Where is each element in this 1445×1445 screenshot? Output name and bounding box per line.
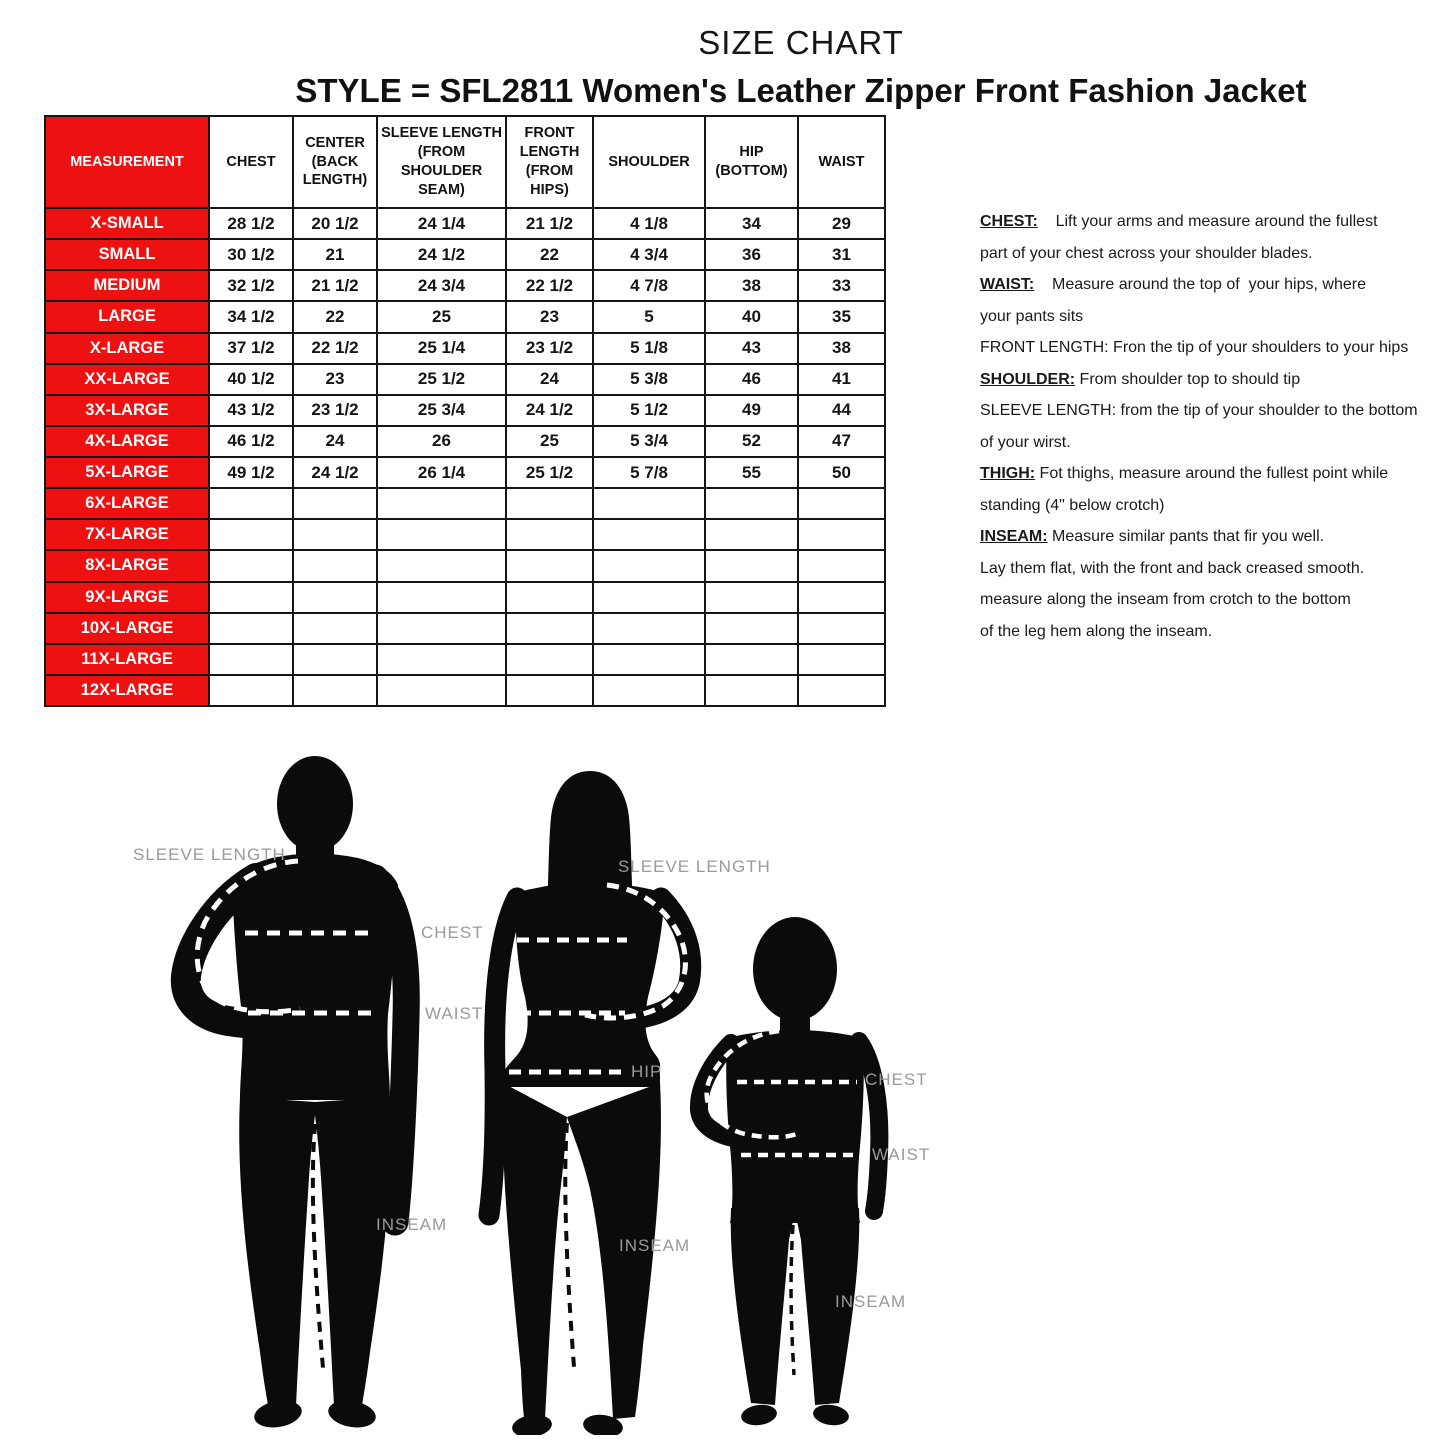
measurement-cell [377,488,506,519]
size-name-cell: 9X-LARGE [45,582,209,613]
table-row [45,270,885,301]
measurement-cell [377,519,506,550]
child-inseam-label: INSEAM [835,1292,907,1311]
measurement-cell [593,582,705,613]
measurement-cell: 25 1/2 [377,364,506,395]
instruction-text: of the leg hem along the inseam. [980,622,1213,640]
instruction-line [980,521,1420,553]
measurement-cell: 36 [705,239,798,270]
measurement-cell [705,644,798,675]
table-row [45,675,885,706]
man-sleeve-label: SLEEVE LENGTH [133,845,286,864]
table-row [45,519,885,550]
measurement-cell [293,582,377,613]
child-waist-label: WAIST [872,1145,931,1164]
measurement-cell: 24 1/2 [293,457,377,488]
measurement-cell: 24 1/4 [377,208,506,239]
table-row [45,644,885,675]
table-row [45,457,885,488]
measurement-cell [506,550,593,581]
size-name-cell: LARGE [45,301,209,332]
table-row [45,364,885,395]
measurement-cell: 24 [506,364,593,395]
size-name-cell: 7X-LARGE [45,519,209,550]
measurement-cell [593,519,705,550]
measurement-cell: 46 [705,364,798,395]
measurement-cell: 5 3/8 [593,364,705,395]
size-name-cell: X-LARGE [45,333,209,364]
measurement-cell: 21 [293,239,377,270]
table-row [45,395,885,426]
measurement-cell [506,519,593,550]
size-name-cell: 3X-LARGE [45,395,209,426]
table-row [45,239,885,270]
measurement-cell: 49 1/2 [209,457,293,488]
size-name-cell: 12X-LARGE [45,675,209,706]
measurement-cell: 22 1/2 [506,270,593,301]
measurement-cell: 20 1/2 [293,208,377,239]
size-name-cell: 10X-LARGE [45,613,209,644]
instruction-text: your pants sits [980,307,1084,325]
measurement-cell: 23 [293,364,377,395]
instruction-text: Fot thighs, measure around the fullest point while [1035,465,1389,482]
measurement-cell [293,519,377,550]
measurement-cell [705,519,798,550]
woman-sleeve-label: SLEEVE LENGTH [618,857,771,876]
measurement-cell: 4 1/8 [593,208,705,239]
measurement-cell [377,675,506,706]
measurement-cell: 52 [705,426,798,457]
measurement-cell [705,582,798,613]
measurement-cell: 24 3/4 [377,270,506,301]
instruction-text: Measure around the top of your hips, where [1034,276,1366,293]
instruction-line [980,269,1420,301]
measurement-cell: 43 [705,333,798,364]
instruction-line [980,584,1420,616]
figure-diagram [0,740,1445,1445]
page-title: SIZE CHART [698,24,904,61]
instruction-line [980,395,1420,427]
measurement-cell [293,488,377,519]
measurement-cell [593,613,705,644]
measurement-cell: 44 [798,395,885,426]
instruction-text: From shoulder top to should tip [1075,370,1301,388]
instruction-keyword: CHEST: [980,213,1038,230]
header-shoulder: SHOULDER [593,116,705,208]
size-name-cell: 6X-LARGE [45,488,209,519]
measurement-cell [209,488,293,519]
man-waist-label: WAIST [425,1004,484,1023]
measurement-cell [705,488,798,519]
measurement-cell [705,613,798,644]
header-chest: CHEST [209,116,293,208]
measurement-cell: 55 [705,457,798,488]
size-table-grid [44,115,886,707]
measurement-cell [798,519,885,550]
child-chest-label: CHEST [865,1070,928,1089]
measurement-cell: 25 [506,426,593,457]
measurement-instructions [980,206,1420,647]
instruction-keyword: WAIST: [980,276,1035,293]
instruction-text: of your wirst. [980,433,1071,451]
instruction-keyword: THIGH: [980,465,1036,482]
measurement-cell [593,488,705,519]
instruction-text: SLEEVE LENGTH: from the tip of your shoulder to the bottom [980,402,1418,419]
size-name-cell: SMALL [45,239,209,270]
measurement-cell [798,488,885,519]
measurement-cell [593,644,705,675]
measurement-cell [293,675,377,706]
measurement-cell: 34 [705,208,798,239]
instruction-line [980,301,1420,333]
measurement-cell [506,488,593,519]
size-name-cell: 4X-LARGE [45,426,209,457]
instruction-line [980,553,1420,585]
measurement-cell [506,675,593,706]
header-measurement: MEASUREMENT [45,116,209,208]
measurement-cell [377,613,506,644]
header-waist: WAIST [798,116,885,208]
header-center-back-length: CENTER (BACK LENGTH) [293,116,377,208]
measurement-cell: 22 1/2 [293,333,377,364]
measurement-cell: 41 [798,364,885,395]
size-name-cell: 5X-LARGE [45,457,209,488]
measurement-cell: 49 [705,395,798,426]
instruction-line [980,364,1420,396]
table-row [45,208,885,239]
table-row [45,582,885,613]
measurement-cell [209,644,293,675]
measurement-cell [593,675,705,706]
measurement-cell: 24 1/2 [506,395,593,426]
table-row [45,613,885,644]
instruction-text: standing (4" below crotch) [980,496,1165,514]
measurement-cell [209,675,293,706]
measurement-cell [798,644,885,675]
measurement-cell [293,644,377,675]
measurement-cell: 5 [593,301,705,332]
measurement-cell: 4 7/8 [593,270,705,301]
table-row [45,426,885,457]
measurement-cell [506,644,593,675]
measurement-cell: 23 1/2 [506,333,593,364]
woman-inseam-label: INSEAM [619,1236,691,1255]
measurement-cell [209,613,293,644]
measurement-cell: 40 [705,301,798,332]
measurement-cell: 46 1/2 [209,426,293,457]
measurement-cell [209,582,293,613]
measurement-cell: 50 [798,457,885,488]
measurement-cell [798,675,885,706]
measurement-cell: 26 1/4 [377,457,506,488]
measurement-cell [705,675,798,706]
table-row [45,488,885,519]
measurement-cell [209,550,293,581]
style-subtitle: STYLE = SFL2811 Women's Leather Zipper Front Fashion Jacket [295,72,1307,109]
instruction-line [980,458,1420,490]
instruction-line [980,427,1420,459]
measurement-cell [798,550,885,581]
measurement-cell: 23 1/2 [293,395,377,426]
table-row [45,301,885,332]
measurement-cell: 34 1/2 [209,301,293,332]
measurement-cell: 5 1/2 [593,395,705,426]
table-row [45,550,885,581]
measurement-cell: 5 1/8 [593,333,705,364]
table-row [45,333,885,364]
measurement-cell [377,644,506,675]
measurement-cell: 28 1/2 [209,208,293,239]
measurement-cell: 23 [506,301,593,332]
measurement-cell [798,582,885,613]
measurement-cell: 24 [293,426,377,457]
measurement-cell: 38 [705,270,798,301]
measurement-cell: 4 3/4 [593,239,705,270]
measurement-cell [798,613,885,644]
measurement-cell: 25 [377,301,506,332]
measurement-cell: 25 3/4 [377,395,506,426]
measurement-cell: 22 [293,301,377,332]
measurement-cell [209,519,293,550]
size-name-cell: 11X-LARGE [45,644,209,675]
measurement-cell: 31 [798,239,885,270]
woman-inseam-line [565,1123,574,1367]
size-name-cell: X-SMALL [45,208,209,239]
measurement-cell: 38 [798,333,885,364]
instruction-line [980,616,1420,648]
header-row [45,116,885,208]
measurement-cell [506,582,593,613]
size-name-cell: MEDIUM [45,270,209,301]
measurement-cell: 22 [506,239,593,270]
header-hip: HIP (BOTTOM) [705,116,798,208]
measurement-cell [377,582,506,613]
measurement-cell: 40 1/2 [209,364,293,395]
size-table-body [45,208,885,706]
size-name-cell: XX-LARGE [45,364,209,395]
measurement-cell [593,550,705,581]
measurement-cell: 26 [377,426,506,457]
instruction-line [980,238,1420,270]
instruction-line [980,206,1420,238]
child-inseam-line [791,1225,794,1375]
measurement-cell: 25 1/2 [506,457,593,488]
size-name-cell: 8X-LARGE [45,550,209,581]
instruction-text: Measure similar pants that fir you well. [1047,528,1325,545]
measurement-cell: 37 1/2 [209,333,293,364]
man-inseam-label: INSEAM [376,1215,448,1234]
measurement-cell: 43 1/2 [209,395,293,426]
measurement-cell [705,550,798,581]
measurement-cell: 5 3/4 [593,426,705,457]
measurement-cell [377,550,506,581]
child-silhouette [685,905,965,1435]
instruction-keyword: SHOULDER: [980,370,1076,388]
measurement-cell: 32 1/2 [209,270,293,301]
measurement-cell [293,550,377,581]
measurement-cell: 29 [798,208,885,239]
measurement-cell: 25 1/4 [377,333,506,364]
measurement-cell: 30 1/2 [209,239,293,270]
instruction-text: measure along the inseam from crotch to the bottom [980,591,1351,608]
measurement-cell: 33 [798,270,885,301]
size-table [44,115,885,707]
header-sleeve-length: SLEEVE LENGTH (FROM SHOULDER SEAM) [377,116,506,208]
instruction-text: part of your chest across your shoulder blades. [980,244,1313,262]
instruction-text: Lay them flat, with the front and back creased smooth. [980,559,1365,577]
measurement-cell: 5 7/8 [593,457,705,488]
measurement-cell: 21 1/2 [293,270,377,301]
measurement-cell: 47 [798,426,885,457]
instruction-text: Lift your arms and measure around the fullest [1037,213,1378,230]
child-body [726,917,864,1427]
instruction-text: FRONT LENGTH: Fron the tip of your shoulders to your hips [980,339,1409,356]
measurement-cell: 35 [798,301,885,332]
measurement-cell [293,613,377,644]
header-front-length: FRONT LENGTH (FROM HIPS) [506,116,593,208]
measurement-cell [506,613,593,644]
measurement-cell: 24 1/2 [377,239,506,270]
instruction-line [980,332,1420,364]
measurement-cell: 21 1/2 [506,208,593,239]
woman-hip-label: HIP [631,1062,663,1081]
man-chest-label: CHEST [421,923,484,942]
instruction-keyword: INSEAM: [980,528,1048,545]
instruction-line [980,490,1420,522]
